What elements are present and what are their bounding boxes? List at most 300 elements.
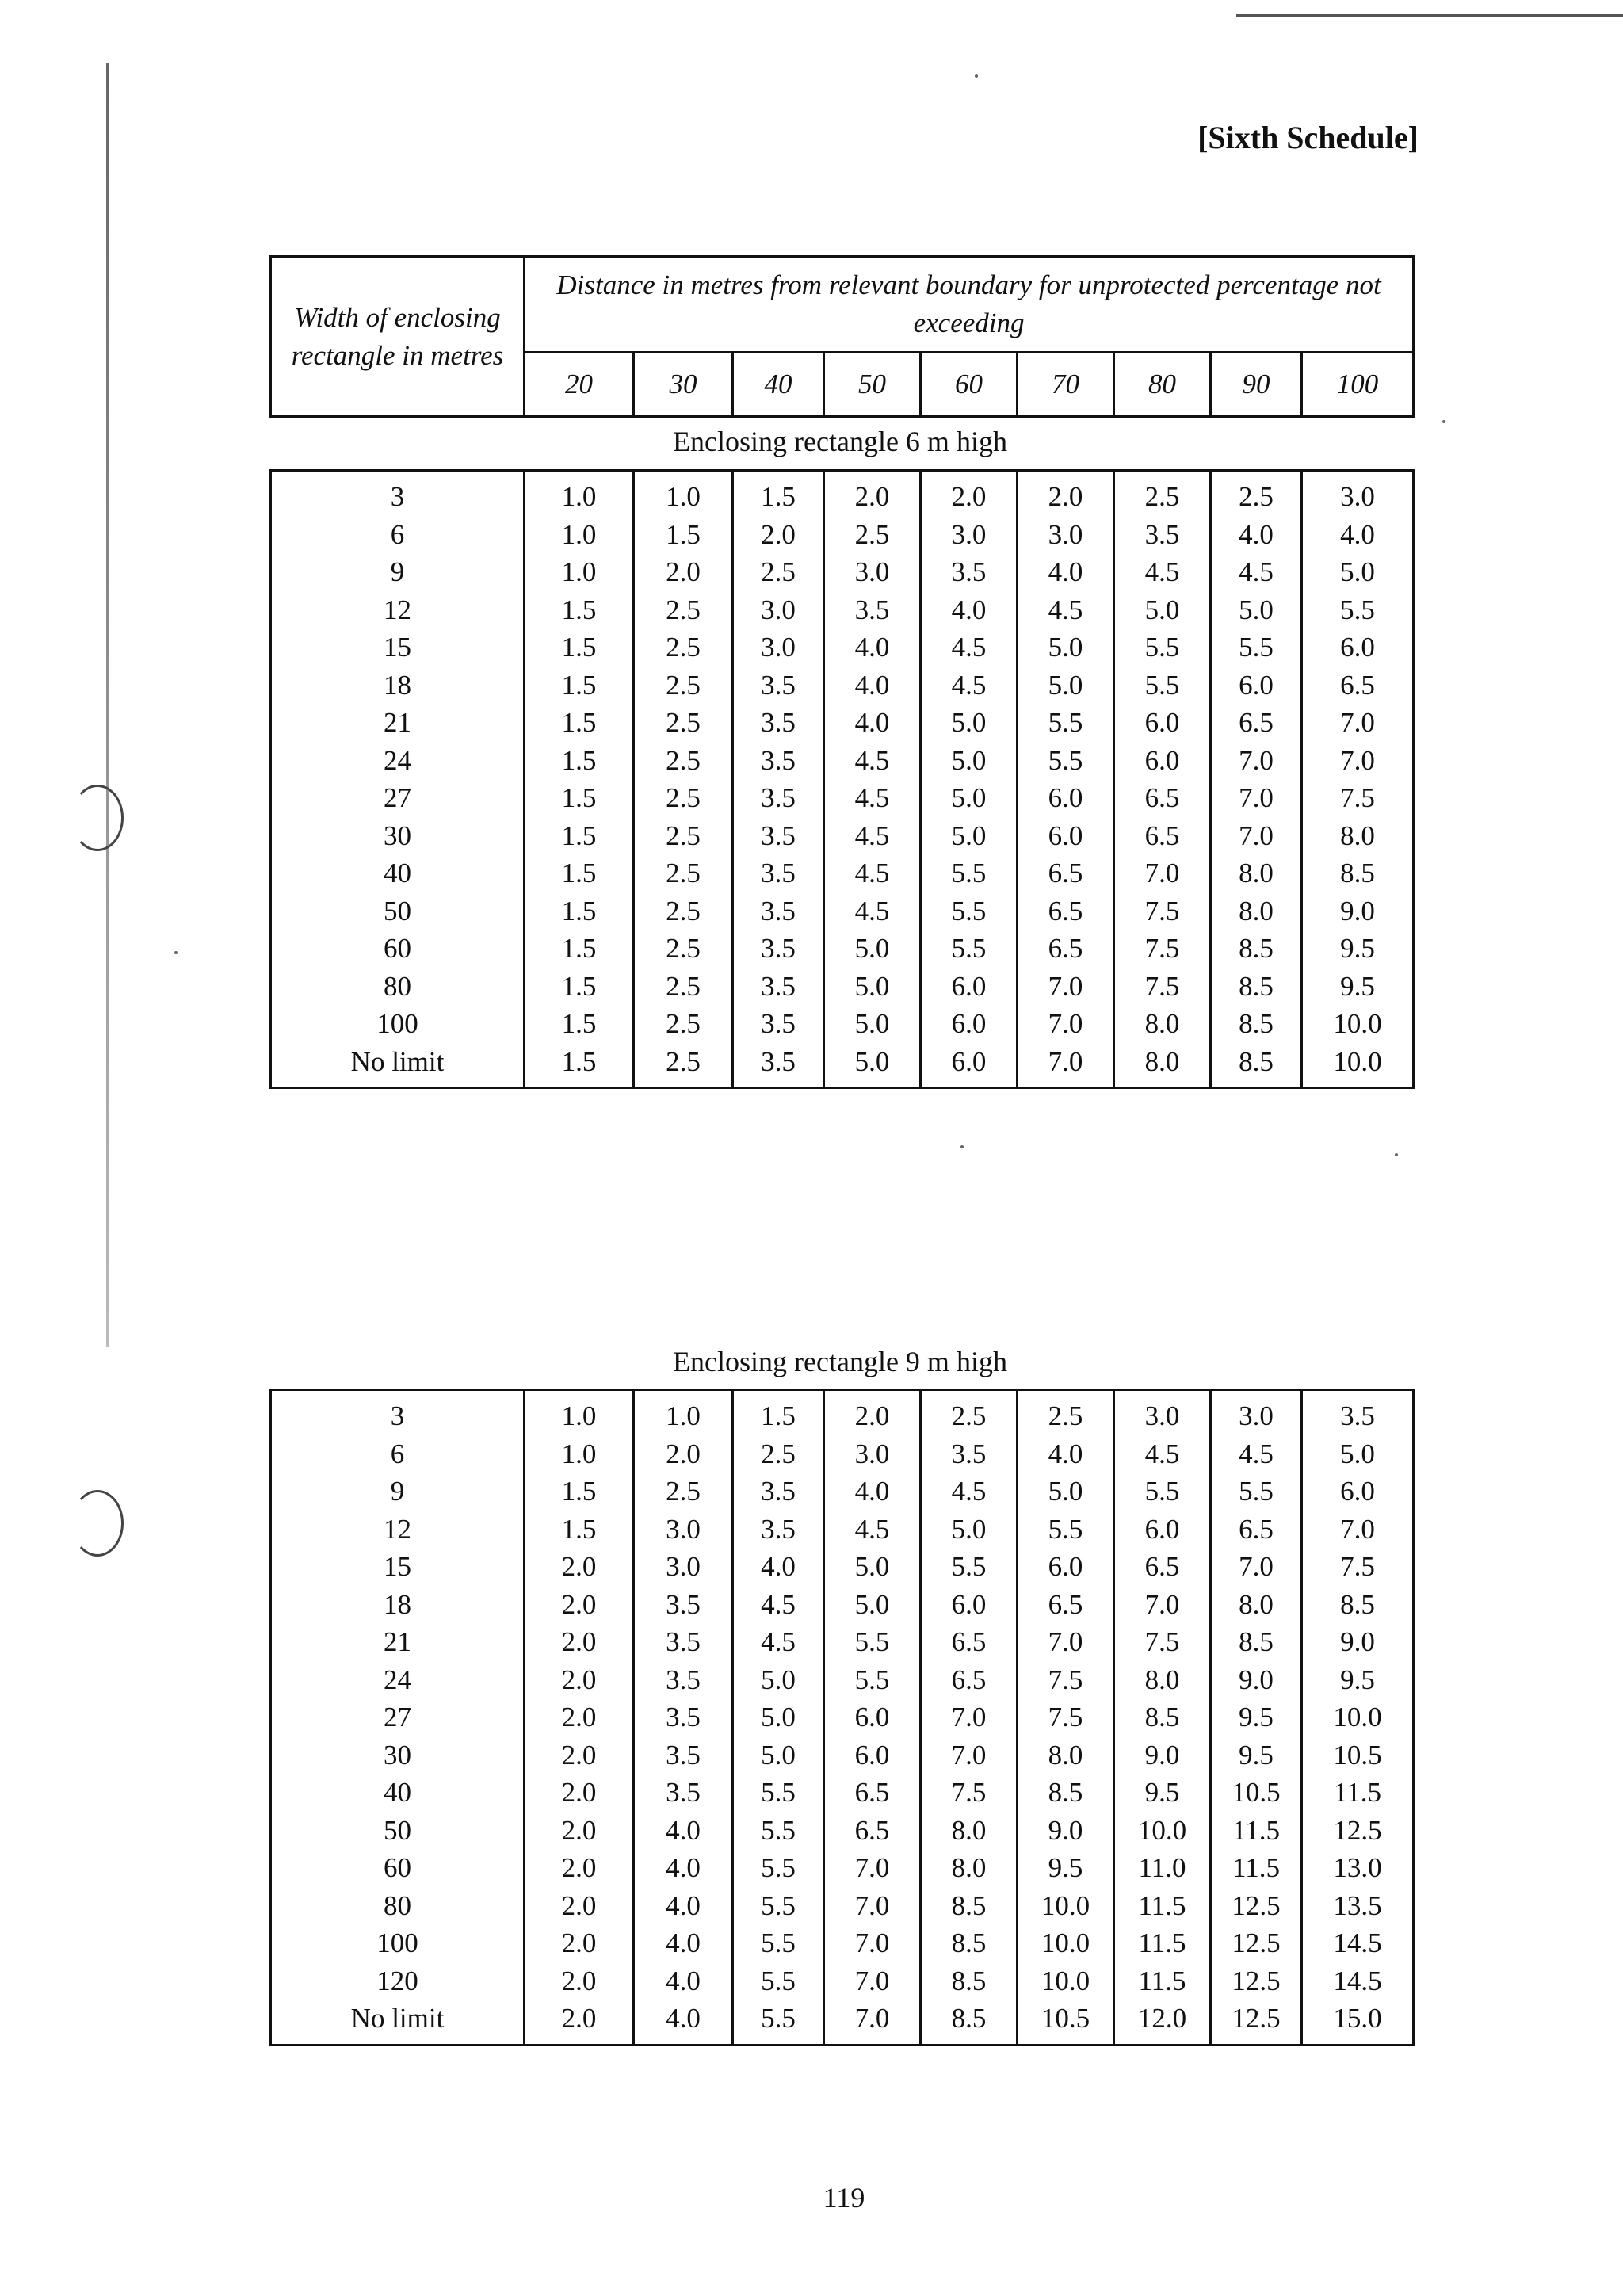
distance-cell: 7.0: [1211, 1548, 1302, 1586]
distance-cell: 8.0: [1211, 854, 1302, 892]
distance-cell: 5.5: [1018, 704, 1114, 742]
distance-cell: 1.5: [525, 591, 634, 629]
distance-cell: 1.5: [525, 1473, 634, 1511]
width-cell: 27: [271, 1698, 525, 1736]
distance-cell: 8.5: [921, 1924, 1018, 1962]
distance-cell: 5.0: [824, 968, 921, 1006]
distance-cell: 6.0: [1302, 1473, 1414, 1511]
table-row: [271, 1623, 1414, 1661]
table-row: [271, 1548, 1414, 1586]
distance-cell: 10.5: [1018, 2000, 1114, 2045]
distance-cell: 7.5: [1114, 1623, 1211, 1661]
distance-cell: 6.0: [1018, 817, 1114, 855]
table-caption-6m: Enclosing rectangle 6 m high: [673, 426, 1007, 457]
distance-cell: 2.0: [525, 1698, 634, 1736]
distance-cell: 5.0: [733, 1661, 824, 1699]
width-cell: 18: [271, 1586, 525, 1624]
distance-cell: 2.5: [1211, 471, 1302, 516]
distance-cell: 2.0: [525, 1849, 634, 1887]
distance-cell: 5.0: [1302, 553, 1414, 591]
distance-cell: 6.5: [1114, 779, 1211, 817]
distance-cell: 2.0: [921, 471, 1018, 516]
distance-cell: 1.5: [733, 471, 824, 516]
table-row: [271, 471, 1414, 516]
distance-cell: 5.0: [824, 1586, 921, 1624]
distance-cell: 1.5: [525, 667, 634, 705]
distance-cell: 7.0: [824, 2000, 921, 2045]
distance-cell: 8.0: [1018, 1736, 1114, 1775]
distance-cell: 13.5: [1302, 1887, 1414, 1925]
distance-cell: 9.5: [1302, 930, 1414, 968]
distance-cell: 4.5: [824, 892, 921, 930]
distance-cell: 4.5: [824, 817, 921, 855]
percentage-heading: 50: [824, 353, 921, 417]
distance-cell: 7.5: [1114, 892, 1211, 930]
distance-cell: 7.0: [1114, 854, 1211, 892]
distance-cell: 8.5: [1211, 1623, 1302, 1661]
distance-cell: 3.5: [733, 892, 824, 930]
distance-cell: 3.5: [733, 1005, 824, 1043]
distance-cell: 3.5: [733, 854, 824, 892]
distance-cell: 5.0: [824, 1005, 921, 1043]
distance-cell: 6.5: [1114, 1548, 1211, 1586]
distance-cell: 5.0: [1302, 1435, 1414, 1473]
table-row: [271, 1887, 1414, 1925]
distance-cell: 1.5: [525, 742, 634, 780]
distance-column-heading: Distance in metres from relevant boundary for unprotected percentage not exceeding: [525, 257, 1414, 353]
distance-cell: 9.5: [1302, 968, 1414, 1006]
distance-cell: 7.0: [1211, 742, 1302, 780]
distance-cell: 3.5: [921, 1435, 1018, 1473]
distance-cell: 4.5: [824, 779, 921, 817]
distance-cell: 3.5: [733, 667, 824, 705]
distance-cell: 3.5: [733, 742, 824, 780]
width-cell: 40: [271, 1774, 525, 1812]
distance-cell: 7.0: [1018, 1043, 1114, 1088]
distance-cell: 5.5: [1302, 591, 1414, 629]
distance-cell: 6.5: [824, 1812, 921, 1850]
distance-cell: 3.0: [921, 516, 1018, 554]
distance-cell: 14.5: [1302, 1924, 1414, 1962]
distance-cell: 2.0: [525, 1924, 634, 1962]
distance-cell: 5.0: [733, 1698, 824, 1736]
distance-cell: 7.0: [1018, 1623, 1114, 1661]
distance-cell: 8.5: [1302, 1586, 1414, 1624]
distance-cell: 5.5: [1114, 628, 1211, 667]
distance-cell: 4.0: [634, 1924, 733, 1962]
distance-cell: 2.0: [525, 1661, 634, 1699]
distance-cell: 8.5: [1211, 930, 1302, 968]
distance-cell: 9.0: [1018, 1812, 1114, 1850]
distance-cell: 11.5: [1114, 1924, 1211, 1962]
distance-cell: 6.0: [824, 1698, 921, 1736]
distance-cell: 3.5: [733, 930, 824, 968]
distance-cell: 6.0: [1018, 779, 1114, 817]
distance-cell: 5.0: [824, 1548, 921, 1586]
distance-cell: 7.0: [1114, 1586, 1211, 1624]
table-row: [271, 1005, 1414, 1043]
distance-cell: 2.0: [525, 2000, 634, 2045]
distance-cell: 8.5: [921, 2000, 1018, 2045]
width-cell: 21: [271, 1623, 525, 1661]
schedule-heading: [Sixth Schedule]: [1197, 120, 1419, 155]
distance-cell: 5.0: [1018, 1473, 1114, 1511]
table-row: [271, 516, 1414, 554]
table-row: [271, 1962, 1414, 2000]
distance-cell: 11.5: [1114, 1962, 1211, 2000]
distance-cell: 9.5: [1018, 1849, 1114, 1887]
distance-cell: 7.0: [921, 1698, 1018, 1736]
distance-cell: 3.5: [1114, 516, 1211, 554]
distance-cell: 3.0: [733, 591, 824, 629]
distance-cell: 3.0: [634, 1511, 733, 1549]
distance-cell: 5.0: [824, 1043, 921, 1088]
width-cell: 60: [271, 930, 525, 968]
distance-cell: 4.5: [921, 1473, 1018, 1511]
distance-cell: 4.0: [634, 1812, 733, 1850]
distance-cell: 10.0: [1302, 1005, 1414, 1043]
width-cell: 18: [271, 667, 525, 705]
distance-cell: 1.5: [525, 779, 634, 817]
distance-cell: 3.0: [1211, 1390, 1302, 1435]
distance-cell: 10.0: [1018, 1887, 1114, 1925]
table-row: [271, 892, 1414, 930]
distance-cell: 2.5: [1114, 471, 1211, 516]
distance-cell: 5.5: [733, 1849, 824, 1887]
distance-cell: 10.0: [1018, 1962, 1114, 2000]
distance-cell: 3.5: [634, 1774, 733, 1812]
distance-cell: 3.0: [733, 628, 824, 667]
distance-cell: 2.0: [525, 1812, 634, 1850]
distance-cell: 6.5: [1018, 1586, 1114, 1624]
distance-cell: 1.5: [525, 854, 634, 892]
distance-cell: 3.0: [1114, 1390, 1211, 1435]
distance-cell: 1.0: [634, 1390, 733, 1435]
distance-cell: 7.0: [1211, 817, 1302, 855]
width-cell: 40: [271, 854, 525, 892]
distance-cell: 4.5: [1114, 1435, 1211, 1473]
width-cell: No limit: [271, 2000, 525, 2045]
distance-cell: 8.0: [1302, 817, 1414, 855]
distance-cell: 3.0: [824, 553, 921, 591]
distance-cell: 7.5: [1302, 779, 1414, 817]
distance-cell: 8.0: [1114, 1043, 1211, 1088]
distance-cell: 3.0: [634, 1548, 733, 1586]
distance-cell: 6.5: [1211, 1511, 1302, 1549]
distance-cell: 12.5: [1211, 1887, 1302, 1925]
distance-cell: 1.0: [525, 1390, 634, 1435]
distance-cell: 2.0: [634, 1435, 733, 1473]
distance-cell: 2.5: [733, 1435, 824, 1473]
distance-cell: 7.5: [921, 1774, 1018, 1812]
distance-cell: 6.5: [1018, 930, 1114, 968]
distance-cell: 7.0: [1018, 1005, 1114, 1043]
distance-cell: 4.5: [824, 854, 921, 892]
width-cell: 6: [271, 516, 525, 554]
distance-cell: 8.0: [1211, 892, 1302, 930]
distance-cell: 2.0: [525, 1887, 634, 1925]
table-row: [271, 1435, 1414, 1473]
distance-cell: 6.5: [1114, 817, 1211, 855]
width-cell: 50: [271, 892, 525, 930]
width-cell: 12: [271, 1511, 525, 1549]
width-cell: 80: [271, 1887, 525, 1925]
distance-cell: 3.5: [921, 553, 1018, 591]
distance-cell: 9.0: [1211, 1661, 1302, 1699]
distance-cell: 2.5: [921, 1390, 1018, 1435]
distance-cell: 8.0: [1211, 1586, 1302, 1624]
distance-cell: 4.0: [1018, 553, 1114, 591]
distance-cell: 1.0: [634, 471, 733, 516]
width-cell: 24: [271, 1661, 525, 1699]
distance-cell: 2.5: [634, 628, 733, 667]
distance-cell: 8.5: [1302, 854, 1414, 892]
distance-cell: 5.0: [733, 1736, 824, 1775]
distance-cell: 2.0: [525, 1736, 634, 1775]
distance-cell: 9.5: [1114, 1774, 1211, 1812]
distance-cell: 3.5: [634, 1623, 733, 1661]
distance-cell: 6.0: [921, 1043, 1018, 1088]
distance-cell: 15.0: [1302, 2000, 1414, 2045]
distance-cell: 5.5: [1114, 1473, 1211, 1511]
distance-cell: 9.0: [1114, 1736, 1211, 1775]
distance-cell: 5.5: [921, 930, 1018, 968]
distance-cell: 2.0: [824, 471, 921, 516]
table-row: [271, 553, 1414, 591]
distance-cell: 14.5: [1302, 1962, 1414, 2000]
distance-cell: 5.5: [733, 1812, 824, 1850]
width-cell: 15: [271, 1548, 525, 1586]
percentage-heading: 30: [634, 353, 733, 417]
distance-cell: 11.5: [1211, 1849, 1302, 1887]
distance-cell: 4.0: [634, 2000, 733, 2045]
distance-cell: 2.5: [634, 930, 733, 968]
distance-cell: 4.5: [1018, 591, 1114, 629]
width-cell: 100: [271, 1924, 525, 1962]
distance-cell: 2.0: [824, 1390, 921, 1435]
distance-cell: 7.0: [824, 1887, 921, 1925]
distance-cell: 3.5: [733, 704, 824, 742]
distance-cell: 2.0: [733, 516, 824, 554]
distance-cell: 10.5: [1211, 1774, 1302, 1812]
table-row: [271, 628, 1414, 667]
table-row: [271, 1698, 1414, 1736]
distance-cell: 6.0: [1018, 1548, 1114, 1586]
distance-cell: 3.0: [1302, 471, 1414, 516]
distance-cell: 2.5: [634, 854, 733, 892]
distance-cell: 5.5: [921, 854, 1018, 892]
distance-cell: 4.5: [733, 1623, 824, 1661]
table-row: [271, 817, 1414, 855]
distance-cell: 5.5: [733, 1962, 824, 2000]
distance-cell: 2.5: [634, 742, 733, 780]
percentage-heading: 80: [1114, 353, 1211, 417]
table-row: [271, 704, 1414, 742]
distance-cell: 8.0: [1114, 1005, 1211, 1043]
distance-cell: 4.0: [921, 591, 1018, 629]
distance-cell: 2.5: [634, 591, 733, 629]
width-column-heading: Width of enclosing rectangle in metres: [271, 257, 525, 417]
distance-cell: 7.5: [1018, 1698, 1114, 1736]
distance-cell: 2.5: [634, 704, 733, 742]
table-row: [271, 1924, 1414, 1962]
distance-cell: 10.0: [1302, 1043, 1414, 1088]
distance-cell: 7.0: [921, 1736, 1018, 1775]
table-row: [271, 1473, 1414, 1511]
distance-cell: 8.5: [1211, 1043, 1302, 1088]
distance-cell: 3.5: [733, 1043, 824, 1088]
distance-cell: 4.0: [1211, 516, 1302, 554]
distance-cell: 12.0: [1114, 2000, 1211, 2045]
distance-cell: 3.0: [1018, 516, 1114, 554]
table-row: [271, 742, 1414, 780]
distance-cell: 7.5: [1114, 968, 1211, 1006]
distance-cell: 5.0: [1018, 667, 1114, 705]
distance-cell: 11.5: [1211, 1812, 1302, 1850]
distance-cell: 12.5: [1211, 1962, 1302, 2000]
scan-speck: [975, 74, 978, 78]
distance-cell: 4.0: [1302, 516, 1414, 554]
table-row: [271, 930, 1414, 968]
scan-speck: [1442, 420, 1445, 423]
distance-cell: 5.5: [824, 1661, 921, 1699]
distance-cell: 2.5: [634, 968, 733, 1006]
distance-cell: 3.5: [733, 1473, 824, 1511]
distance-cell: 1.5: [525, 1511, 634, 1549]
binder-hole-mark: [71, 785, 124, 851]
width-cell: 12: [271, 591, 525, 629]
table-row: [271, 591, 1414, 629]
width-cell: 120: [271, 1962, 525, 2000]
width-cell: 9: [271, 1473, 525, 1511]
distance-cell: 2.5: [634, 1473, 733, 1511]
distance-cell: 9.5: [1211, 1736, 1302, 1775]
table-row: [271, 1774, 1414, 1812]
distance-cell: 3.0: [824, 1435, 921, 1473]
distance-cell: 6.0: [1114, 704, 1211, 742]
table-caption-9m: Enclosing rectangle 9 m high: [673, 1346, 1007, 1377]
distance-cell: 3.5: [733, 1511, 824, 1549]
distance-cell: 7.0: [824, 1962, 921, 2000]
distance-cell: 1.0: [525, 471, 634, 516]
table-row: [271, 854, 1414, 892]
distance-cell: 3.5: [733, 817, 824, 855]
width-cell: 3: [271, 1390, 525, 1435]
width-cell: 15: [271, 628, 525, 667]
distance-cell: 4.5: [1211, 553, 1302, 591]
distance-cell: 6.5: [921, 1623, 1018, 1661]
distance-cell: 3.5: [634, 1661, 733, 1699]
distance-cell: 7.0: [824, 1849, 921, 1887]
distance-cell: 12.5: [1211, 2000, 1302, 2045]
distance-cell: 5.5: [921, 892, 1018, 930]
distance-cell: 11.5: [1302, 1774, 1414, 1812]
table-row: [271, 779, 1414, 817]
distance-cell: 1.5: [525, 892, 634, 930]
percentage-heading: 70: [1018, 353, 1114, 417]
distance-cell: 7.0: [1302, 704, 1414, 742]
table-row: [271, 1736, 1414, 1775]
distance-cell: 4.5: [1114, 553, 1211, 591]
table-row: [271, 1390, 1414, 1435]
distance-cell: 7.5: [1114, 930, 1211, 968]
distance-cell: 5.5: [733, 2000, 824, 2045]
top-rule: [1236, 14, 1623, 17]
distance-cell: 7.0: [1211, 779, 1302, 817]
distance-cell: 5.0: [921, 742, 1018, 780]
distance-cell: 5.0: [921, 704, 1018, 742]
distance-cell: 4.0: [824, 667, 921, 705]
width-cell: 24: [271, 742, 525, 780]
distance-cell: 6.5: [1018, 892, 1114, 930]
distance-cell: 3.5: [634, 1736, 733, 1775]
table-row: [271, 1812, 1414, 1850]
distance-cell: 5.0: [921, 817, 1018, 855]
distance-cell: 2.0: [525, 1586, 634, 1624]
distance-cell: 6.0: [824, 1736, 921, 1775]
distance-cell: 4.5: [824, 1511, 921, 1549]
distance-cell: 2.5: [634, 1043, 733, 1088]
table-row: [271, 968, 1414, 1006]
distance-cell: 5.5: [1018, 742, 1114, 780]
distance-cell: 5.0: [921, 779, 1018, 817]
distance-cell: 3.5: [634, 1586, 733, 1624]
distance-cell: 12.5: [1211, 1924, 1302, 1962]
distance-cell: 2.5: [634, 817, 733, 855]
distance-cell: 5.5: [733, 1887, 824, 1925]
distance-cell: 6.5: [921, 1661, 1018, 1699]
distance-cell: 10.0: [1302, 1698, 1414, 1736]
distance-cell: 4.0: [634, 1887, 733, 1925]
table-9m-high: [269, 1389, 1415, 2046]
distance-cell: 4.0: [824, 628, 921, 667]
distance-cell: 9.5: [1302, 1661, 1414, 1699]
distance-cell: 6.0: [921, 968, 1018, 1006]
distance-cell: 3.5: [733, 968, 824, 1006]
distance-cell: 2.5: [634, 1005, 733, 1043]
distance-cell: 5.0: [824, 930, 921, 968]
distance-cell: 4.0: [634, 1962, 733, 2000]
table-row: [271, 1586, 1414, 1624]
distance-cell: 4.5: [921, 667, 1018, 705]
table-6m-high: [269, 469, 1415, 1089]
table-row: [271, 1511, 1414, 1549]
distance-cell: 4.5: [921, 628, 1018, 667]
distance-cell: 5.0: [921, 1511, 1018, 1549]
percentage-heading: 90: [1211, 353, 1302, 417]
distance-cell: 2.5: [1018, 1390, 1114, 1435]
distance-cell: 8.0: [921, 1812, 1018, 1850]
distance-cell: 2.0: [525, 1774, 634, 1812]
distance-cell: 5.5: [733, 1924, 824, 1962]
scan-speck: [960, 1145, 964, 1148]
distance-cell: 1.5: [525, 704, 634, 742]
distance-cell: 9.0: [1302, 892, 1414, 930]
distance-cell: 1.5: [634, 516, 733, 554]
distance-cell: 5.5: [1114, 667, 1211, 705]
distance-cell: 6.0: [1114, 742, 1211, 780]
distance-cell: 10.0: [1114, 1812, 1211, 1850]
distance-cell: 12.5: [1302, 1812, 1414, 1850]
percentage-heading: 100: [1302, 353, 1414, 417]
distance-cell: 5.0: [1018, 628, 1114, 667]
distance-cell: 10.0: [1018, 1924, 1114, 1962]
distance-cell: 7.0: [1302, 742, 1414, 780]
distance-cell: 8.5: [921, 1962, 1018, 2000]
distance-cell: 2.0: [525, 1623, 634, 1661]
width-cell: 3: [271, 471, 525, 516]
distance-cell: 6.5: [1302, 667, 1414, 705]
